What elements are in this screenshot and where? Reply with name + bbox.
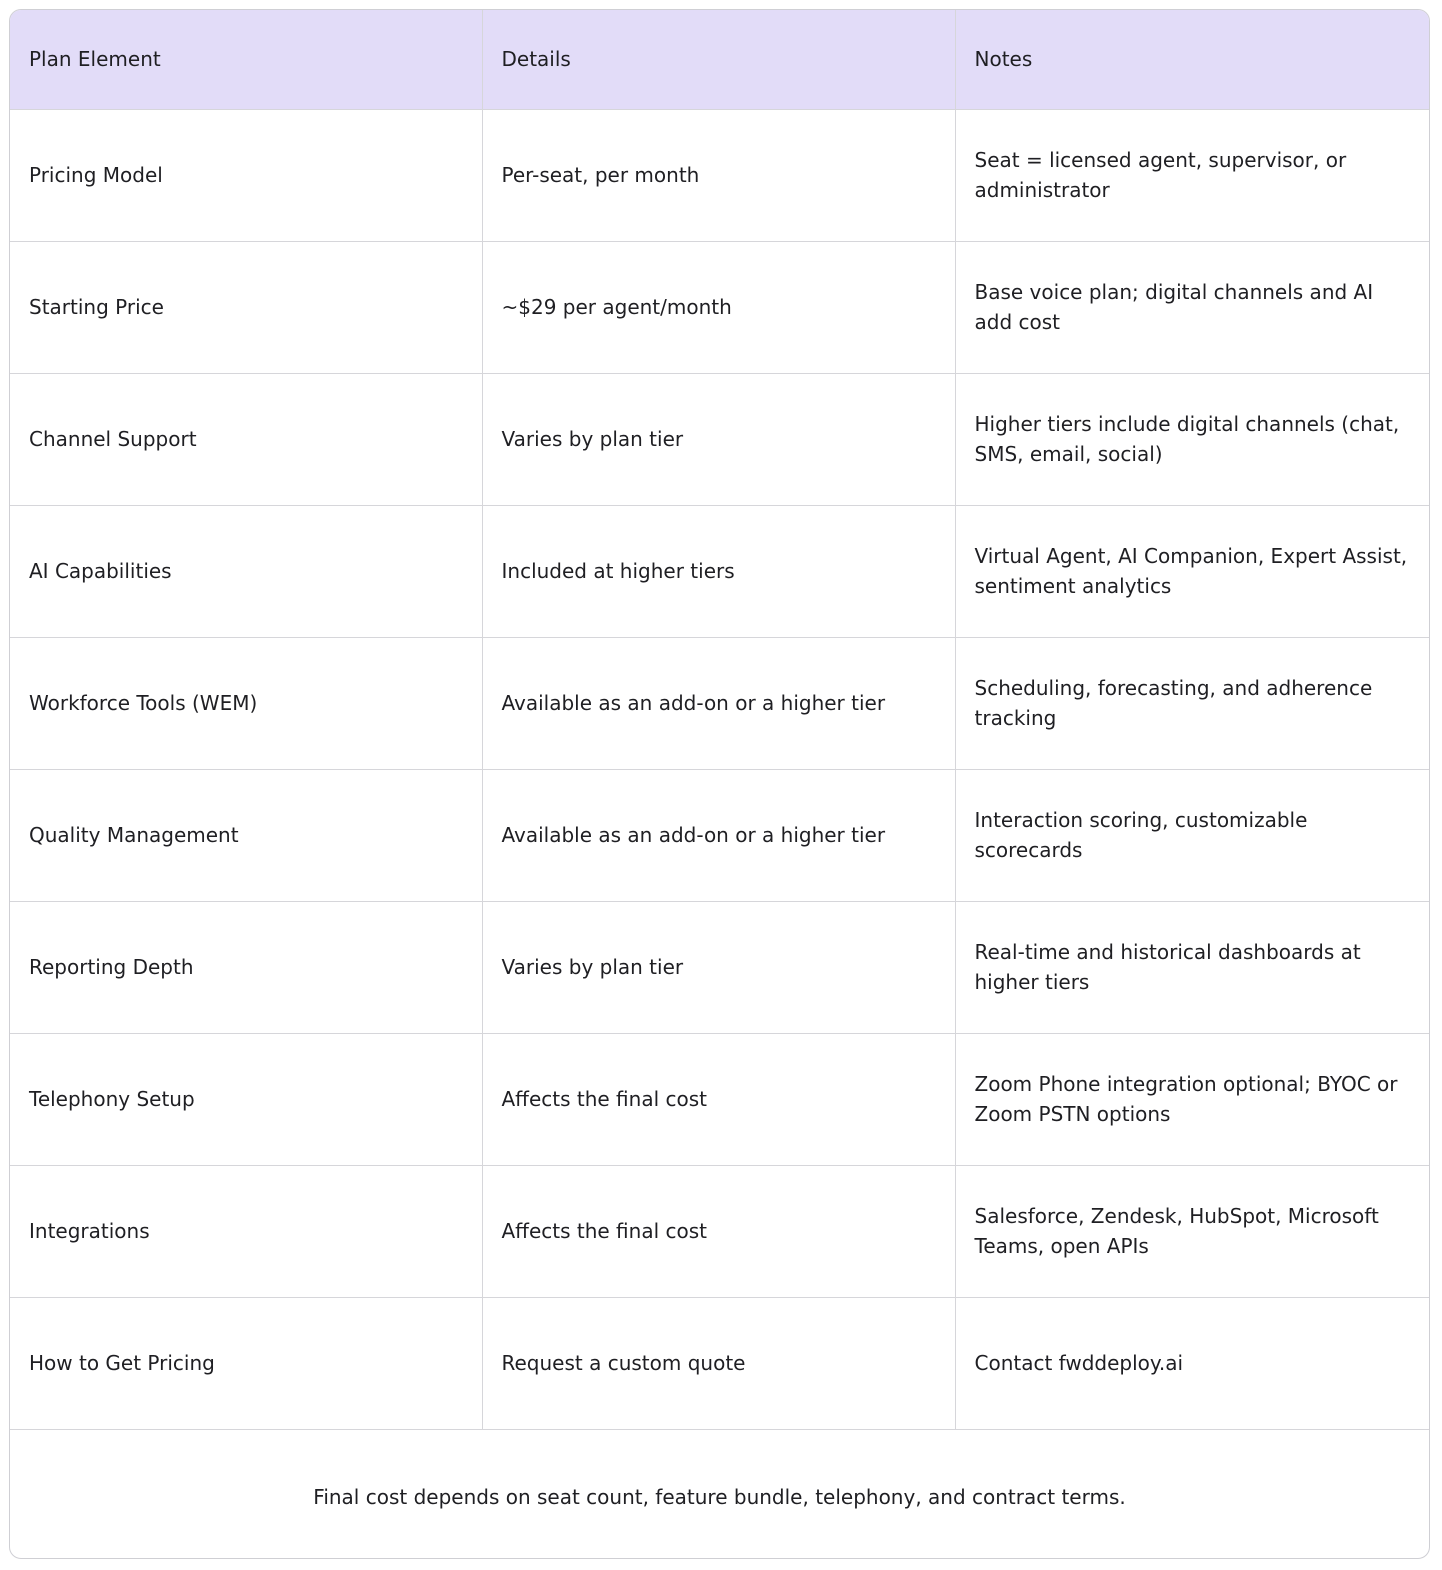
table-row <box>10 1297 1429 1429</box>
plan-element-cell: How to Get Pricing <box>10 1297 482 1429</box>
table-row <box>10 769 1429 901</box>
table-footer-row <box>10 1429 1429 1559</box>
column-header-details: Details <box>482 10 955 109</box>
plan-element-cell: Pricing Model <box>10 109 482 241</box>
notes-cell: Scheduling, forecasting, and adherence tracking <box>955 637 1429 769</box>
details-cell: Varies by plan tier <box>482 901 955 1033</box>
table-row <box>10 1033 1429 1165</box>
table-row <box>10 901 1429 1033</box>
notes-cell: Salesforce, Zendesk, HubSpot, Microsoft Teams, open APIs <box>955 1165 1429 1297</box>
notes-cell: Seat = licensed agent, supervisor, or administrator <box>955 109 1429 241</box>
details-cell: Included at higher tiers <box>482 505 955 637</box>
plan-element-cell: Starting Price <box>10 241 482 373</box>
table-footer-note: Final cost depends on seat count, feature bundle, telephony, and contract terms. <box>313 1484 1126 1509</box>
notes-cell: Zoom Phone integration optional; BYOC or Zoom PSTN options <box>955 1033 1429 1165</box>
notes-cell: Contact fwddeploy.ai <box>955 1297 1429 1429</box>
details-cell: Per-seat, per month <box>482 109 955 241</box>
plan-element-cell: Quality Management <box>10 769 482 901</box>
column-header-plan-element: Plan Element <box>10 10 482 109</box>
details-cell: Affects the final cost <box>482 1033 955 1165</box>
plan-element-cell: Channel Support <box>10 373 482 505</box>
details-cell: Available as an add-on or a higher tier <box>482 769 955 901</box>
details-cell: Available as an add-on or a higher tier <box>482 637 955 769</box>
plan-element-cell: AI Capabilities <box>10 505 482 637</box>
details-cell: Request a custom quote <box>482 1297 955 1429</box>
notes-cell: Base voice plan; digital channels and AI add cost <box>955 241 1429 373</box>
plan-element-cell: Telephony Setup <box>10 1033 482 1165</box>
table-row <box>10 109 1429 241</box>
notes-cell: Real-time and historical dashboards at higher tiers <box>955 901 1429 1033</box>
table-row <box>10 373 1429 505</box>
plan-element-cell: Reporting Depth <box>10 901 482 1033</box>
table-row <box>10 505 1429 637</box>
table-header-row <box>10 10 1429 109</box>
pricing-table-card <box>9 9 1430 1559</box>
plan-element-cell: Integrations <box>10 1165 482 1297</box>
notes-cell: Interaction scoring, customizable scorecards <box>955 769 1429 901</box>
details-cell: Affects the final cost <box>482 1165 955 1297</box>
pricing-table <box>10 10 1429 1559</box>
plan-element-cell: Workforce Tools (WEM) <box>10 637 482 769</box>
column-header-notes: Notes <box>955 10 1429 109</box>
notes-cell: Higher tiers include digital channels (chat, SMS, email, social) <box>955 373 1429 505</box>
table-row <box>10 1165 1429 1297</box>
details-cell: ~$29 per agent/month <box>482 241 955 373</box>
table-row <box>10 637 1429 769</box>
notes-cell: Virtual Agent, AI Companion, Expert Assist, sentiment analytics <box>955 505 1429 637</box>
table-row <box>10 241 1429 373</box>
details-cell: Varies by plan tier <box>482 373 955 505</box>
